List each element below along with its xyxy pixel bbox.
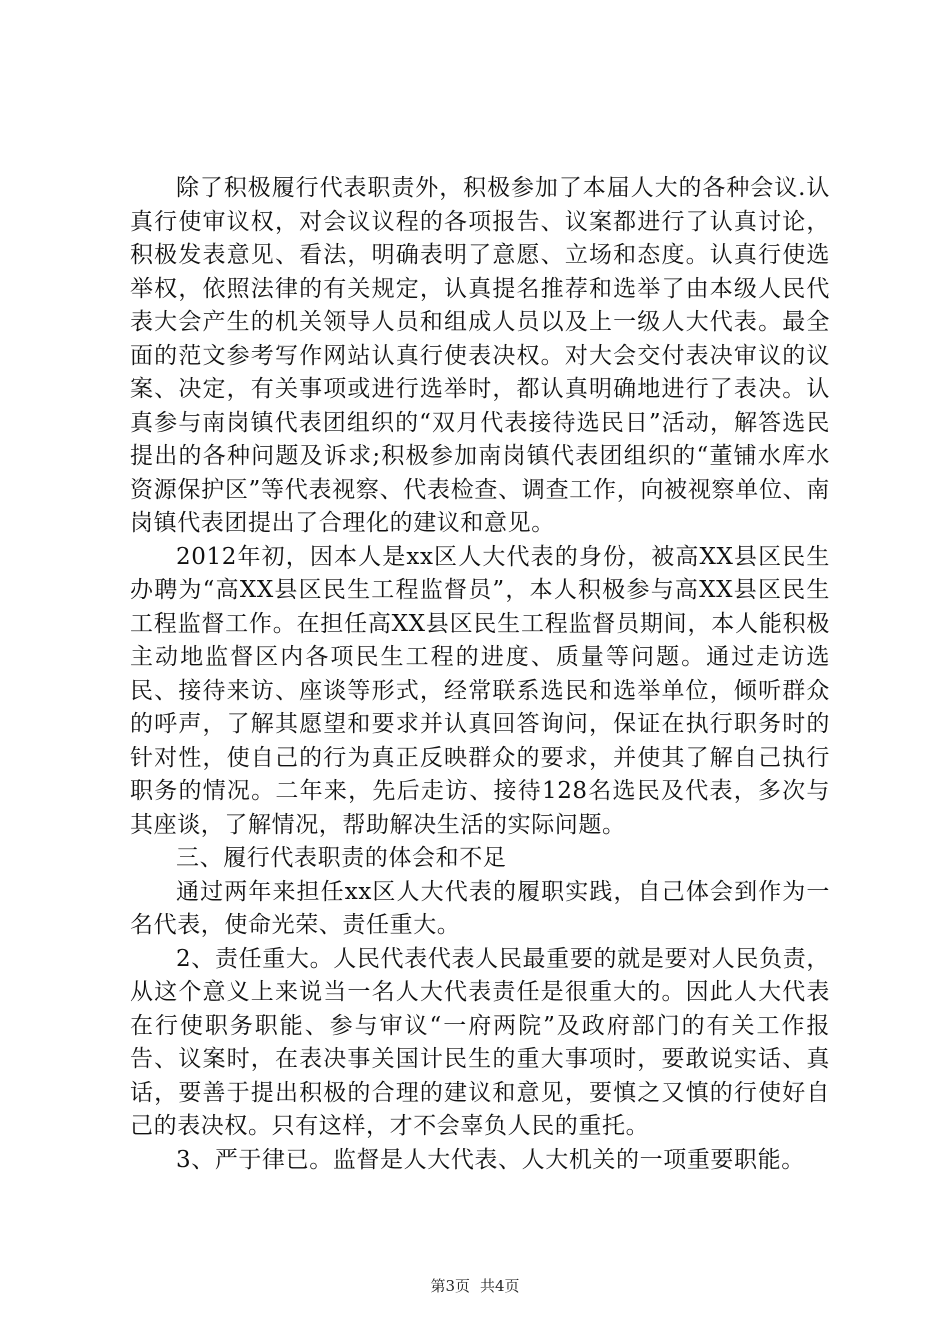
document-body xyxy=(130,172,830,1177)
paragraph-2012-supervision: 2012年初，因本人是xx区人大代表的身份，被高XX县区民生办聘为“高XX县区民生工程监督员”，本人积极参与高XX县区民生工程监督工作。在担任高XX县区民生工程监督员期间，本人能积极主动地监督区内各项民生工程的进度、质量等问题。通过走访选民、接待来访、座谈等形式，经常联系选民和选举单位，倾听群众的呼声，了解其愿望和要求并认真回答询问，保证在执行职务时的针对性，使自己的行为真正反映群众的要求，并使其了解自己执行职务的情况。二年来，先后走访、接待128名选民及代表，多次与其座谈，了解情况，帮助解决生活的实际问题。 xyxy=(130,543,830,838)
paragraph-responsibility: 2、责任重大。人民代表代表人民最重要的就是要对人民负责，从这个意义上来说当一名人大代表责任是很重大的。因此人大代表在行使职务职能、参与审议“一府两院”及政府部门的有关工作报告、议案时，在表决事关国计民生的重大事项时，要敢说实话、真话，要善于提出积极的合理的建议和意见，要慎之又慎的行使好自己的表决权。只有这样，才不会辜负人民的重托。 xyxy=(130,945,830,1139)
page-footer xyxy=(0,1276,950,1296)
page-total: 共4页 xyxy=(480,1277,520,1295)
paragraph-self-discipline: 3、严于律已。监督是人大代表、人大机关的一项重要职能。 xyxy=(176,1146,805,1173)
paragraph-duties: 除了积极履行代表职责外，积极参加了本届人大的各种会议.认真行使审议权，对会议议程的各项报告、议案都进行了认真讨论，积极发表意见、看法，明确表明了意愿、立场和态度。认真行使选举权，依照法律的有关规定，认真提名推荐和选举了由本级人民代表大会产生的机关领导人员和组成人员以及上一级人大代表。最全面的范文参考写作网站认真行使表决权。对大会交付表决审议的议案、决定，有关事项或进行选举时，都认真明确地进行了表决。认真参与南岗镇代表团组织的“双月代表接待选民日”活动，解答选民提出的各种问题及诉求;积极参加南岗镇代表团组织的“董铺水库水资源保护区”等代表视察、代表检查、调查工作，向被视察单位、南岗镇代表团提出了合理化的建议和意见。 xyxy=(130,175,830,536)
page-number: 第3页 xyxy=(430,1277,470,1295)
paragraph-experience-intro: 通过两年来担任xx区人大代表的履职实践，自己体会到作为一名代表，使命光荣、责任重大。 xyxy=(130,878,830,938)
section-heading-experience: 三、履行代表职责的体会和不足 xyxy=(176,845,507,871)
